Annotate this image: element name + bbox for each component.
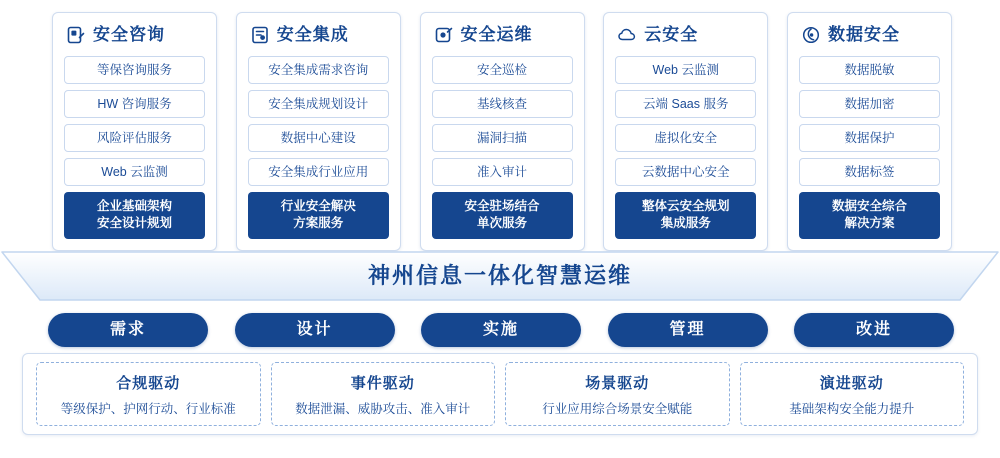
service-item[interactable]: 数据脱敏 — [799, 56, 940, 84]
column-summary-line2: 单次服务 — [476, 216, 527, 230]
service-item[interactable]: HW 咨询服务 — [64, 90, 205, 118]
column-title: 安全集成 — [276, 25, 349, 44]
column-header — [250, 25, 389, 45]
column-summary-line2: 集成服务 — [660, 216, 711, 230]
column-security-operations — [420, 12, 585, 251]
service-item[interactable]: 安全巡检 — [432, 56, 573, 84]
column-title: 安全运维 — [460, 25, 533, 44]
shield-consult-icon — [66, 25, 86, 45]
driver-incident — [271, 362, 496, 426]
service-item[interactable]: 安全集成规划设计 — [248, 90, 389, 118]
service-item[interactable]: 安全集成行业应用 — [248, 158, 389, 186]
driver-description: 等级保护、护网行动、行业标准 — [60, 401, 236, 416]
column-cloud-security — [603, 12, 768, 251]
column-title: 数据安全 — [828, 25, 900, 44]
service-item[interactable]: 数据标签 — [799, 158, 940, 186]
column-data-security — [787, 12, 952, 251]
column-header — [801, 25, 940, 45]
service-item[interactable]: 风险评估服务 — [64, 124, 205, 152]
pill-improvement[interactable]: 改进 — [794, 313, 954, 347]
column-summary-line1: 数据安全综合 — [831, 199, 907, 213]
column-summary-line1: 安全驻场结合 — [464, 199, 540, 213]
service-item[interactable]: 云数据中心安全 — [615, 158, 756, 186]
driver-description: 基础架构安全能力提升 — [789, 401, 915, 416]
column-header — [617, 25, 756, 45]
operations-icon — [434, 25, 454, 45]
driver-compliance — [36, 362, 261, 426]
driver-scenario — [505, 362, 730, 426]
driver-title: 合规驱动 — [116, 374, 181, 392]
pill-implementation[interactable]: 实施 — [421, 313, 581, 347]
service-item[interactable]: Web 云监测 — [64, 158, 205, 186]
column-summary-line1: 企业基础架构 — [96, 199, 172, 213]
service-item[interactable]: 基线核查 — [432, 90, 573, 118]
service-item[interactable]: 云端 Saas 服务 — [615, 90, 756, 118]
driver-description: 数据泄漏、威胁攻击、准入审计 — [295, 401, 471, 416]
driver-description: 行业应用综合场景安全赋能 — [542, 401, 693, 416]
column-summary-line2: 方案服务 — [293, 216, 344, 230]
column-title: 安全咨询 — [93, 25, 165, 44]
integration-icon — [250, 25, 270, 45]
cloud-icon — [617, 25, 637, 45]
pill-requirement[interactable]: 需求 — [48, 313, 208, 347]
column-title: 云安全 — [644, 25, 699, 44]
driver-title: 场景驱动 — [585, 374, 650, 392]
service-item[interactable]: 数据中心建设 — [248, 124, 389, 152]
driver-title: 演进驱动 — [819, 374, 884, 392]
lifecycle-pills — [48, 313, 954, 347]
service-item[interactable]: 等保咨询服务 — [64, 56, 205, 84]
service-item[interactable]: 漏洞扫描 — [432, 124, 573, 152]
driver-title: 事件驱动 — [350, 374, 415, 392]
column-security-consulting — [52, 12, 217, 251]
column-security-integration — [236, 12, 401, 251]
service-columns — [52, 12, 952, 251]
column-summary-line1: 行业安全解决 — [280, 199, 356, 213]
column-summary — [248, 192, 389, 239]
data-security-icon — [801, 25, 821, 45]
driver-evolution — [740, 362, 965, 426]
column-summary — [432, 192, 573, 239]
service-item[interactable]: 安全集成需求咨询 — [248, 56, 389, 84]
column-summary-line2: 解决方案 — [844, 216, 895, 230]
column-summary — [64, 192, 205, 239]
service-item[interactable]: Web 云监测 — [615, 56, 756, 84]
column-header — [66, 25, 205, 45]
column-header — [434, 25, 573, 45]
service-item[interactable]: 虚拟化安全 — [615, 124, 756, 152]
column-summary — [799, 192, 940, 239]
platform-banner-title: 神州信息一体化智慧运维 — [367, 263, 632, 288]
service-item[interactable]: 数据保护 — [799, 124, 940, 152]
column-summary-line2: 安全设计规划 — [96, 216, 172, 230]
platform-banner — [0, 250, 1000, 308]
service-item[interactable]: 准入审计 — [432, 158, 573, 186]
service-item[interactable]: 数据加密 — [799, 90, 940, 118]
driver-panel — [22, 353, 978, 435]
pill-design[interactable]: 设计 — [235, 313, 395, 347]
column-summary-line1: 整体云安全规划 — [641, 199, 730, 213]
pill-management[interactable]: 管理 — [608, 313, 768, 347]
column-summary — [615, 192, 756, 239]
